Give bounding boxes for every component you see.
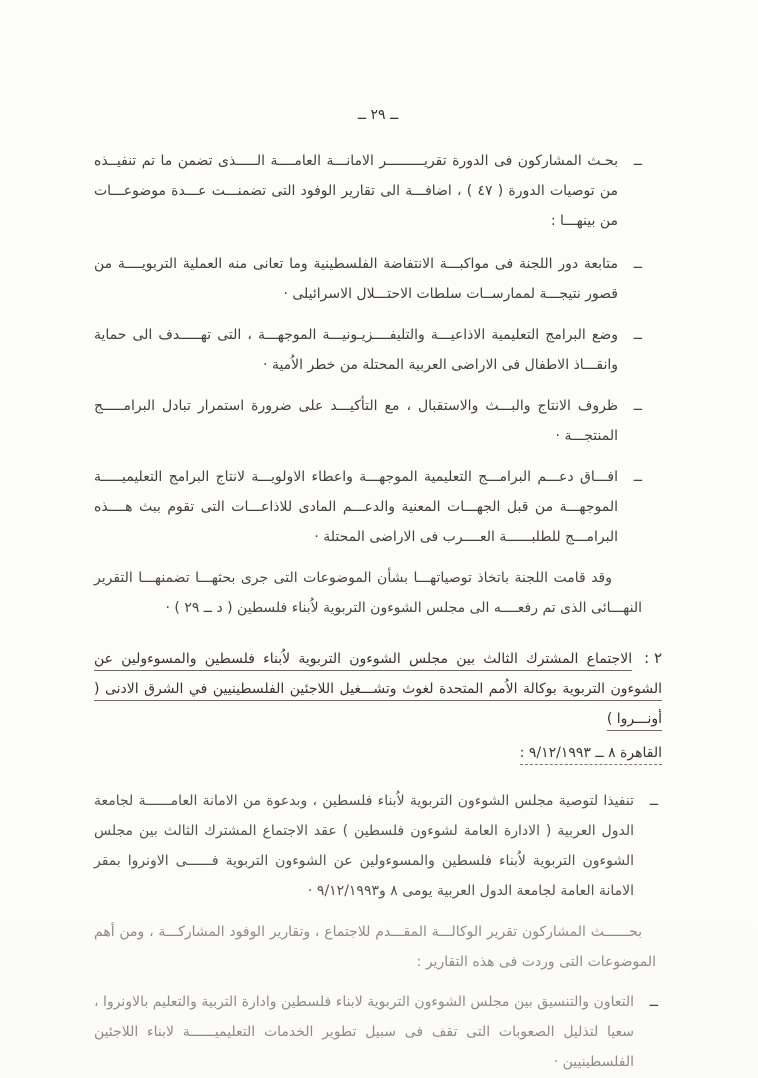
list-item [94, 462, 642, 552]
list-item-text: ظروف الانتاج والبـــث والاستقبال ، مع التأكيـــد على ضرورة استمرار تبادل البرامـــــج المنتجـــة · [94, 398, 618, 444]
list-item-text: تنفيذا لتوصية مجلس الشوءون التربوية لاُبناء فلسطين ، وبدعوة من الامانة العامــــــة لجامعة الدول العربية ( الادارة العامة لشوءون فلسطين ) عقد الاجتماع المشترك الثالث بين مجلس الشوءون التربوية لاُبناء فلسطين والمسوءولين عن الشوءون التربوية فــــــى الاونروا بمقر الامانة العامة لجامعة الدول العربية يومى ٨ و٩/١٢/١٩٩٣ · [94, 793, 634, 899]
list-item [94, 320, 642, 380]
list-item [94, 786, 658, 906]
section-2-heading [94, 643, 662, 734]
paragraph: بحــــــث المشاركون تقرير الوكالـــة المقـــدم للاجتماع ، وتقارير الوفود المشاركـــة ، ومن أهم الموضوعات التى وردت فى هذه التقارير : [94, 924, 656, 970]
section-2 [94, 643, 662, 1077]
bullet-dash-icon: ــ [649, 994, 658, 1010]
bullet-dash-icon: ــ [633, 153, 642, 169]
section-number: ٢ : [644, 649, 662, 667]
bullet-dash-icon: ــ [649, 793, 658, 809]
list-item-text: متابعة دور اللجنة فى مواكبـــة الانتفاضة الفلسطينية وما تعانى منه العملية التربويــــة من قصور نتيجـــة لممارســات سلطات الاحتـــلال الاسرائيلى · [94, 256, 618, 302]
section-1 [94, 146, 642, 623]
date-row [94, 738, 662, 768]
list-item [94, 249, 642, 309]
list-item-text: التعاون والتنسيق بين مجلس الشوءون التربوية لابناء فلسطين وادارة التربية والتعليم بالاونروا ، سعيا لتذليل الصعوبات التى تقف فى سبيل تطوير الخدمات التعليميــــــة لابناء اللاجئين الفلسطينيين · [94, 994, 634, 1070]
bullet-dash-icon: ــ [633, 256, 642, 272]
list-item-text: وضع البرامج التعليمية الاذاعيـــة والتليفــــزيـونيـــة الموجهـــة ، التى تهـــــدف الى حماية وانقـــاذ الاطفال فى الاراضى العربية المحتلة من خطر الاُمية · [94, 327, 618, 373]
list-item [94, 391, 642, 451]
bullet-dash-icon: ــ [633, 469, 642, 485]
list-item [94, 987, 658, 1077]
page-number: ــ ٢٩ ــ [357, 107, 399, 123]
bullet-dash-icon: ــ [633, 327, 642, 343]
date-line: القاهرة ٨ ــ ٩/١٢/١٩٩٣ : [520, 745, 662, 765]
bullet-dash-icon: ــ [633, 398, 642, 414]
section-title: الاجتماع المشترك الثالث بين مجلس الشوءون التربوية لاُبناء فلسطين والمسوءولين عن الشوءون التربوية بوكالة الاُمم المتحدة لغوث وتشـــغيل اللاجئين الفلسطينيين في الشرق الادنى ( أونـــروا ) [94, 651, 662, 727]
closing-paragraph: وقد قامت اللجنة باتخاذ توصياتهـــا بشأن الموضوعات التى جرى بحثهـــا تضمنهـــا التقرير النهـــائى الذى تم رفعــــه الى مجلس الشوءون التربوية لاُبناء فلسطين ( د ــ ٢٩ ) · [94, 570, 642, 616]
intro-paragraph: بحـث المشاركون فى الدورة تقريـــــــــر الامانـــة العامــــة الـــــذى تضمن ما تم تنفيــذه من توصيات الدورة ( ٤٧ ) ، اضافـــة الى تقارير الوفود التى تضمنـــت عـــدة موضوعـــات من بينهـــا : [94, 153, 619, 229]
list-item-text: افـــاق دعـــم البرامـــج التعليمية الموجهـــة واعطاء الاولويـــة لانتاج البرامج التعليميـــــة الموجهـــة من قبل الجهـــات المعنية والدعـــم المادى للاذاعـــات التى تقوم ببث هــــذه البرامـــج للطلبــــــة العــــرب فى الاراضى المحتلة · [94, 469, 618, 545]
list-item [94, 146, 642, 236]
